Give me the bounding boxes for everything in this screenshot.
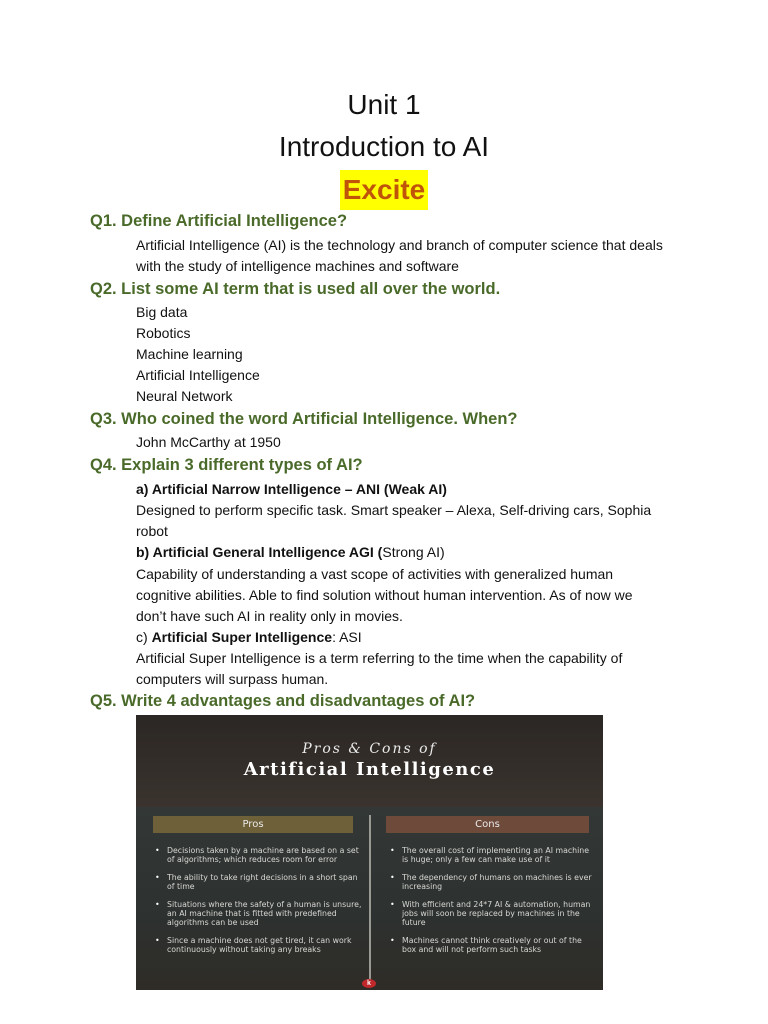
answer-1-line-2: with the study of intelligence machines and software — [136, 258, 459, 274]
cons-item-text: With efficient and 24*7 AI & automation, human jobs will soon be replaced by machines in the future — [402, 900, 591, 927]
type-b-heading-bold: b) Artificial General Intelligence AGI ( — [136, 544, 383, 560]
type-b-line-1: Capability of understanding a vast scope of activities with generalized human — [136, 566, 614, 582]
type-a-heading: a) Artificial Narrow Intelligence – ANI (Weak AI) — [136, 481, 447, 497]
highlight-wrap — [0, 170, 768, 210]
type-c-line-1: Artificial Super Intelligence is a term referring to the time when the capability of — [136, 650, 623, 666]
cons-item-text: The overall cost of implementing an AI machine is huge; only a few can make use of it — [402, 846, 590, 864]
cons-label: Cons — [386, 816, 589, 833]
cons-item — [388, 846, 596, 864]
type-b-line-3: don’t have such AI in reality only in movies. — [136, 608, 403, 624]
type-c-heading — [136, 627, 362, 648]
pros-item — [153, 846, 365, 864]
pros-item — [153, 936, 365, 954]
list-item: Machine learning — [136, 346, 243, 362]
pros-cons-infographic — [136, 715, 603, 990]
pros-item-text: Since a machine does not get tired, it can work continuously without taking any breaks — [167, 936, 352, 954]
type-c-heading-rest: : ASI — [332, 629, 362, 645]
bullet-icon: • — [390, 900, 395, 909]
cons-item-text: Machines cannot think creatively or out of the box and will not perform such tasks — [402, 936, 582, 954]
type-b-heading — [136, 542, 445, 563]
list-item: Big data — [136, 304, 188, 320]
type-a-line-1: Designed to perform specific task. Smart speaker – Alexa, Self-driving cars, Sophia — [136, 502, 652, 518]
type-b-heading-rest: Strong AI) — [382, 544, 445, 560]
infographic-title: Artificial Intelligence — [243, 759, 496, 780]
page-title: Introduction to AI — [278, 131, 490, 162]
list-item: Artificial Intelligence — [136, 367, 260, 383]
bullet-icon: • — [390, 936, 395, 945]
type-b-line-2: cognitive abilities. Able to find solution without human intervention. As of now we — [136, 587, 633, 603]
type-c-prefix: c) — [136, 629, 152, 645]
bullet-icon: • — [155, 936, 160, 945]
question-4: Q4. Explain 3 different types of AI? — [90, 456, 363, 474]
type-a-line-2: robot — [136, 523, 168, 539]
pros-item — [153, 900, 365, 927]
question-1: Q1. Define Artificial Intelligence? — [90, 212, 348, 230]
bullet-icon: • — [390, 873, 395, 882]
cons-item — [388, 900, 596, 927]
column-divider — [369, 815, 371, 985]
bullet-icon: • — [155, 900, 160, 909]
pros-item-text: Decisions taken by a machine are based on a set of algorithms; which reduces room for error — [167, 846, 359, 864]
cons-list — [388, 846, 596, 963]
pros-item — [153, 873, 365, 891]
cons-item — [388, 873, 596, 891]
bullet-icon: • — [155, 846, 160, 855]
pros-label: Pros — [153, 816, 353, 833]
type-c-heading-bold: Artificial Super Intelligence — [151, 629, 333, 645]
answer-3: John McCarthy at 1950 — [136, 434, 281, 450]
cons-item-text: The dependency of humans on machines is ever increasing — [402, 873, 592, 891]
infographic-subtitle: Pros & Cons of — [302, 741, 437, 757]
answer-1-line-1: Artificial Intelligence (AI) is the technology and branch of computer science that deals — [136, 237, 663, 253]
unit-heading: Unit 1 — [347, 89, 421, 120]
type-c-line-2: computers will surpass human. — [136, 671, 329, 687]
highlight-label: Excite — [340, 170, 429, 210]
question-5: Q5. Write 4 advantages and disadvantages of AI? — [90, 692, 476, 710]
question-3: Q3. Who coined the word Artificial Intelligence. When? — [90, 410, 518, 428]
cons-item — [388, 936, 596, 954]
bullet-icon: • — [390, 846, 395, 855]
pros-list — [153, 846, 365, 963]
pros-item-text: Situations where the safety of a human is unsure, an AI machine that is fitted with predefined algorithms can be used — [167, 900, 362, 927]
pros-item-text: The ability to take right decisions in a short span of time — [167, 873, 358, 891]
list-item: Neural Network — [136, 388, 233, 404]
list-item: Robotics — [136, 325, 191, 341]
brand-logo-icon: k — [362, 979, 376, 988]
bullet-icon: • — [155, 873, 160, 882]
question-2: Q2. List some AI term that is used all over the world. — [90, 280, 501, 298]
